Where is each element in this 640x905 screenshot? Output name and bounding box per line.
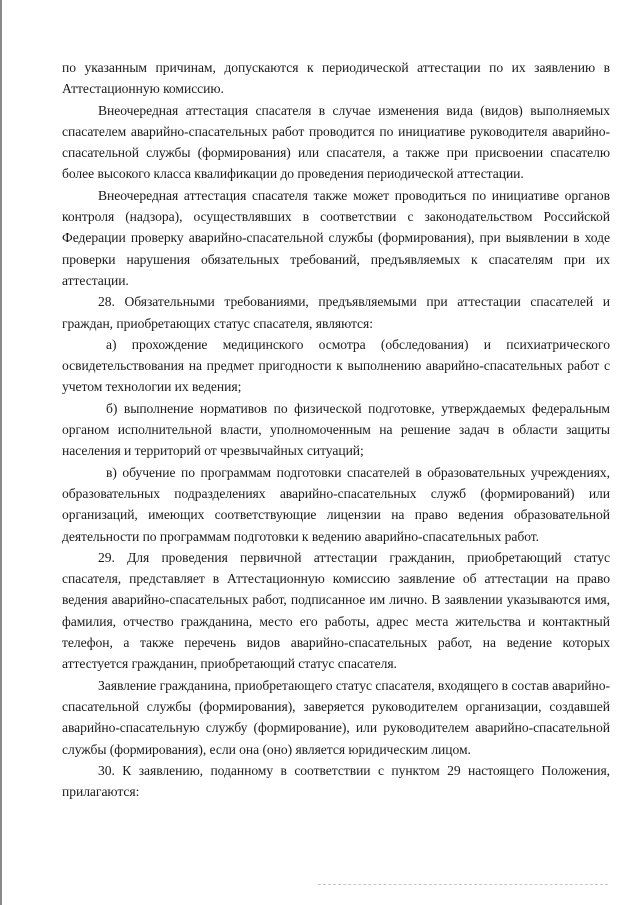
paragraph-continuation: по указанным причинам, допускаются к периодической аттестации по их заявлению в Аттестационную комиссию. <box>62 60 610 97</box>
paragraph-28: 28. Обязательными требованиями, предъявляемыми при аттестации спасателей и граждан, приобретающих статус спасателя, являются: <box>62 294 610 331</box>
paragraph-29: 29. Для проведения первичной аттестации гражданин, приобретающий статус спасателя, представляет в Аттестационную комиссию заявление об аттестации на право ведения аварийно-спасательных работ, подписанное им лично. В заявлении указываются имя, фамилия, отчество гражданина, место его работы, адрес места жительства и контактный телефон, а также перечень видов аварийно-спасательных работ, на ведение которых аттестуется гражданин, приобретающий статус спасателя. <box>62 549 610 672</box>
footer-scan-line <box>318 884 608 885</box>
page-left-edge <box>0 0 2 905</box>
document-body <box>62 57 610 802</box>
list-item-c: в) обучение по программам подготовки спасателей в образовательных учреждениях, образовательных подразделениях аварийно-спасательных служб (формирований) или организаций, имеющих соответствующие лицензии на право ведения образовательной деятельности по программам подготовки к ведению аварийно-спасательных работ. <box>62 464 610 544</box>
list-item-b: б) выполнение нормативов по физической подготовке, утверждаемых федеральным органом исполнительной власти, уполномоченным на решение задач в области защиты населения и территорий от чрезвычайных ситуаций; <box>62 400 610 459</box>
paragraph-application-certification: Заявление гражданина, приобретающего статус спасателя, входящего в состав аварийно-спасательной службы (формирования), заверяется руководителем организации, создавшей аварийно-спасательную службу (формирование), или руководителем аварийно-спасательной службы (формирования), если она (оно) является юридическим лицом. <box>62 677 610 757</box>
list-item-a: а) прохождение медицинского осмотра (обследования) и психиатрического освидетельствования на предмет пригодности к выполнению аварийно-спасательных работ с учетом технологии их ведения; <box>62 336 610 395</box>
paragraph-supervision-attestation: Внеочередная аттестация спасателя также может проводиться по инициативе органов контроля (надзора), осуществлявших в соответствии с законодательством Российской Федерации проверку аварийно-спасательной службы (формирования), при выявлении в ходе проверки нарушения обязательных требований, предъявляемых к спасателям при их аттестации. <box>62 187 610 288</box>
paragraph-extraordinary-attestation: Внеочередная аттестация спасателя в случае изменения вида (видов) выполняемых спасателем аварийно-спасательных работ проводится по инициативе руководителя аварийно-спасательной службы (формирования) или спасателя, а также при присвоении спасателю более высокого класса квалификации до проведения периодической аттестации. <box>62 102 610 182</box>
paragraph-30: 30. К заявлению, поданному в соответствии с пунктом 29 настоящего Положения, прилагаются: <box>62 762 610 800</box>
